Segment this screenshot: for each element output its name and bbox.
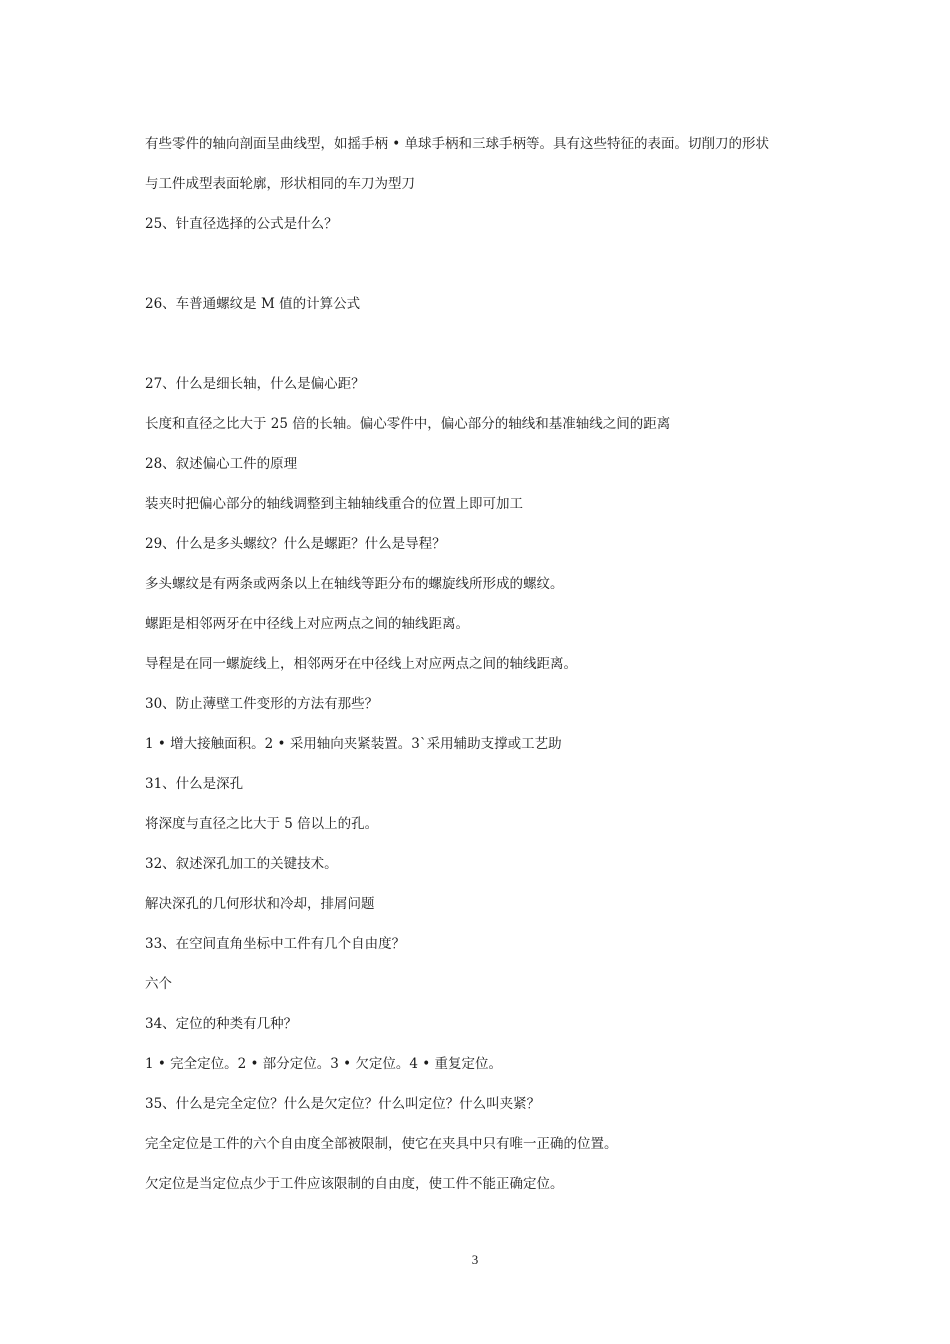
question-heading: 25、针直径选择的公式是什么？ [145,216,338,232]
answer-text: 长度和直径之比大于 25 倍的长轴。偏心零件中，偏心部分的轴线和基准轴线之间的距离 [145,416,671,432]
answer-text: 解决深孔的几何形状和冷却，排屑问题 [145,896,375,912]
answer-text: 螺距是相邻两牙在中径线上对应两点之间的轴线距离。 [145,616,469,632]
answer-text: 1 • 增大接触面积。2 • 采用轴向夹紧装置。3`采用辅助支撑或工艺助 [145,736,562,752]
question-heading: 34、定位的种类有几种？ [145,1016,298,1032]
question-heading: 35、什么是完全定位？什么是欠定位？什么叫定位？什么叫夹紧？ [145,1096,541,1112]
question-heading: 30、防止薄壁工件变形的方法有那些？ [145,696,379,712]
answer-text: 六个 [145,976,172,992]
text-line: 有些零件的轴向剖面呈曲线型，如摇手柄 • 单球手柄和三球手柄等。具有这些特征的表面。切削刀的形状 [145,136,770,152]
question-heading: 29、什么是多头螺纹？什么是螺距？什么是导程？ [145,536,446,552]
answer-text: 完全定位是工件的六个自由度全部被限制，使它在夹具中只有唯一正确的位置。 [145,1136,618,1152]
answer-text: 1 • 完全定位。2 • 部分定位。3 • 欠定位。4 • 重复定位。 [145,1056,503,1072]
answer-text: 欠定位是当定位点少于工件应该限制的自由度，使工件不能正确定位。 [145,1176,564,1192]
question-heading: 33、在空间直角坐标中工件有几个自由度？ [145,936,406,952]
answer-text: 将深度与直径之比大于 5 倍以上的孔。 [145,816,379,832]
question-heading: 28、叙述偏心工件的原理 [145,456,298,472]
answer-text: 装夹时把偏心部分的轴线调整到主轴轴线重合的位置上即可加工 [145,496,523,512]
question-heading: 26、车普通螺纹是 M 值的计算公式 [145,296,361,312]
page-number: 3 [471,1252,479,1267]
question-heading: 32、叙述深孔加工的关键技术。 [145,856,338,872]
answer-text: 多头螺纹是有两条或两条以上在轴线等距分布的螺旋线所形成的螺纹。 [145,576,564,592]
answer-text: 导程是在同一螺旋线上，相邻两牙在中径线上对应两点之间的轴线距离。 [145,656,577,672]
question-heading: 31、什么是深孔 [145,776,244,792]
question-heading: 27、什么是细长轴，什么是偏心距？ [145,376,365,392]
text-line: 与工件成型表面轮廓，形状相同的车刀为型刀 [145,176,415,192]
